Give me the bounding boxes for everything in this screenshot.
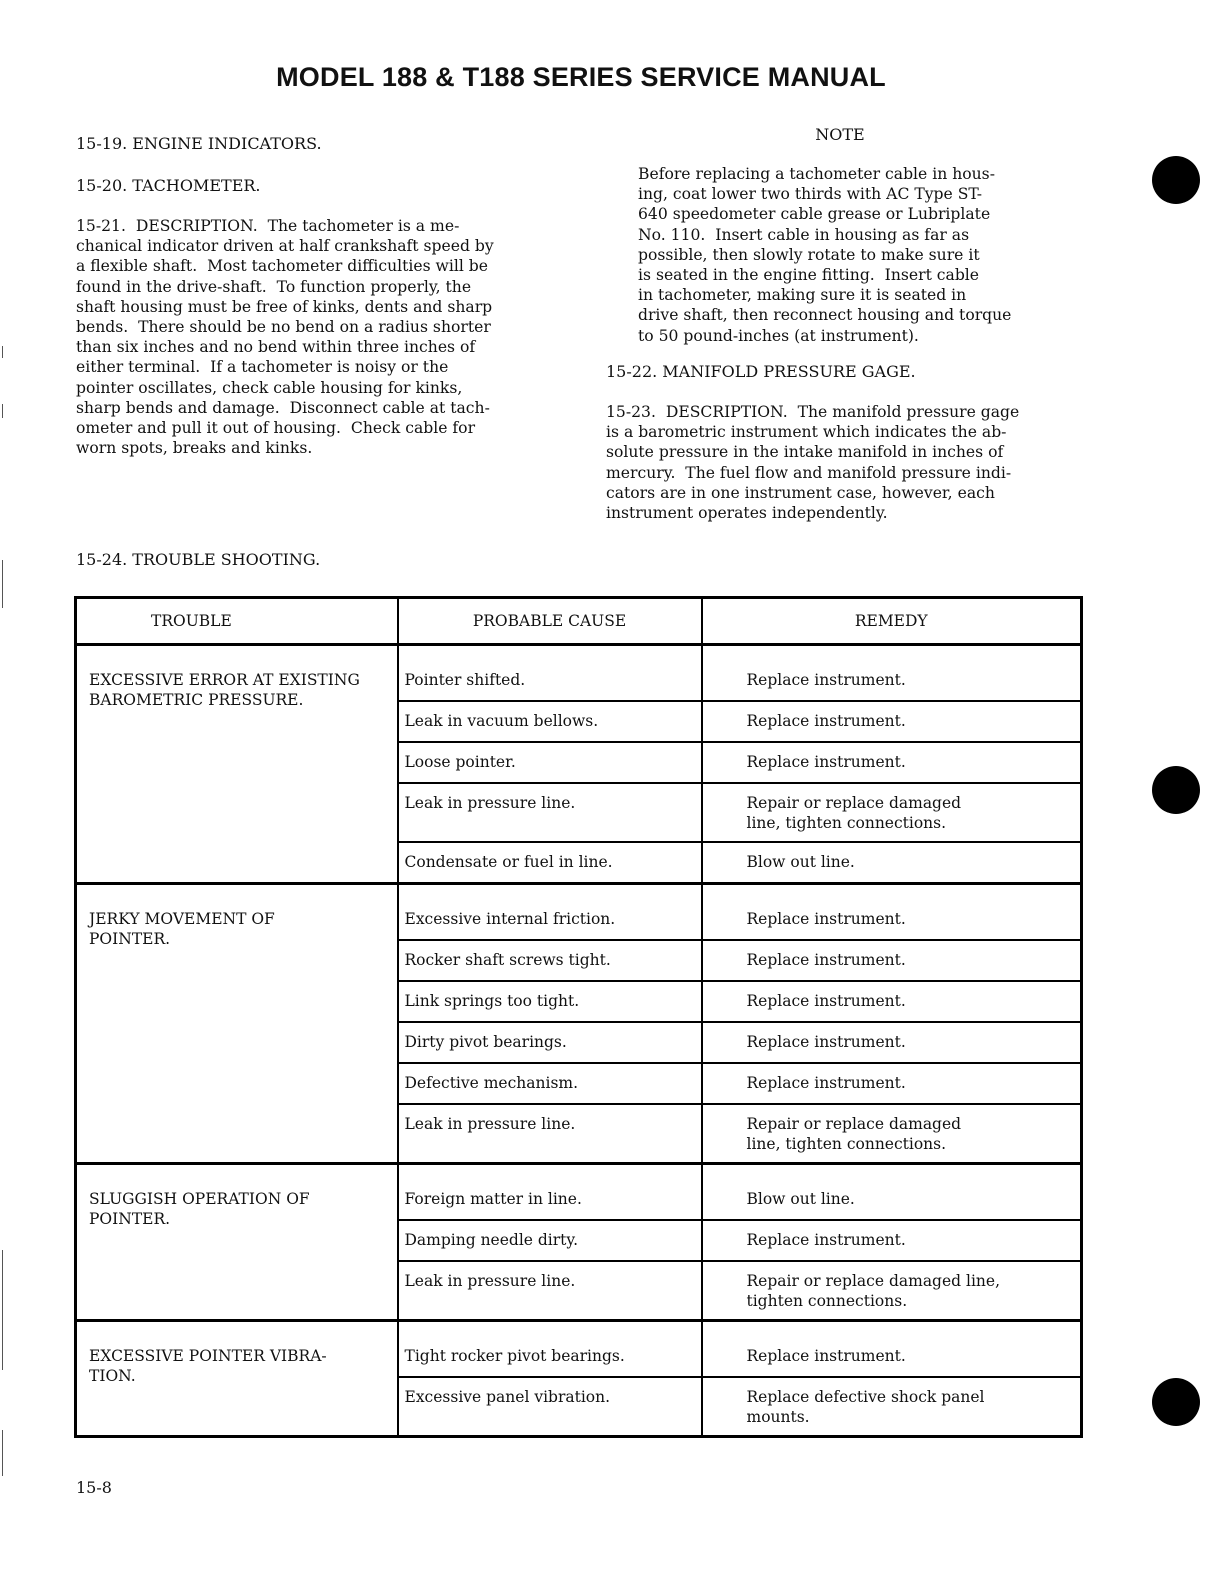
- table-header-row: [76, 598, 1082, 645]
- remedy-cell: Replace instrument.: [702, 1063, 1082, 1104]
- probable-cause-cell: Leak in vacuum bellows.: [398, 701, 702, 742]
- header-probable-cause: PROBABLE CAUSE: [398, 598, 702, 645]
- table-row: [76, 1164, 1082, 1221]
- remedy-cell: Blow out line.: [702, 842, 1082, 884]
- trouble-shooting-table: [74, 596, 1083, 1438]
- probable-cause-cell: Dirty pivot bearings.: [398, 1022, 702, 1063]
- probable-cause-cell: Loose pointer.: [398, 742, 702, 783]
- remedy-cell: Replace instrument.: [702, 884, 1082, 941]
- probable-cause-cell: Link springs too tight.: [398, 981, 702, 1022]
- remedy-cell: Replace instrument.: [702, 940, 1082, 981]
- scan-edge-mark: [2, 1250, 3, 1370]
- remedy-cell: Replace instrument.: [702, 1220, 1082, 1261]
- remedy-cell: Replace instrument.: [702, 1321, 1082, 1378]
- table-row: [76, 1321, 1082, 1378]
- heading-manifold-pressure-gage: 15-22. MANIFOLD PRESSURE GAGE.: [606, 362, 916, 381]
- probable-cause-cell: Foreign matter in line.: [398, 1164, 702, 1221]
- scan-edge-mark: [2, 1430, 3, 1476]
- scan-edge-mark: [2, 346, 3, 358]
- remedy-cell: Replace instrument.: [702, 645, 1082, 702]
- probable-cause-cell: Excessive internal friction.: [398, 884, 702, 941]
- header-remedy: REMEDY: [702, 598, 1082, 645]
- scan-edge-mark: [2, 404, 3, 418]
- probable-cause-cell: Excessive panel vibration.: [398, 1377, 702, 1437]
- probable-cause-cell: Leak in pressure line.: [398, 783, 702, 842]
- probable-cause-cell: Leak in pressure line.: [398, 1261, 702, 1321]
- remedy-cell: Blow out line.: [702, 1164, 1082, 1221]
- scan-edge-mark: [2, 560, 3, 608]
- remedy-cell: Replace defective shock panel mounts.: [702, 1377, 1082, 1437]
- probable-cause-cell: Condensate or fuel in line.: [398, 842, 702, 884]
- heading-trouble-shooting: 15-24. TROUBLE SHOOTING.: [76, 550, 321, 569]
- trouble-cell: EXCESSIVE POINTER VIBRA- TION.: [76, 1321, 398, 1437]
- heading-engine-indicators: 15-19. ENGINE INDICATORS.: [76, 134, 322, 153]
- remedy-cell: Repair or replace damaged line, tighten connections.: [702, 783, 1082, 842]
- trouble-cell: SLUGGISH OPERATION OF POINTER.: [76, 1164, 398, 1321]
- probable-cause-cell: Defective mechanism.: [398, 1063, 702, 1104]
- note-title: NOTE: [815, 125, 865, 144]
- trouble-cell: JERKY MOVEMENT OF POINTER.: [76, 884, 398, 1164]
- probable-cause-cell: Rocker shaft screws tight.: [398, 940, 702, 981]
- remedy-cell: Replace instrument.: [702, 981, 1082, 1022]
- probable-cause-cell: Pointer shifted.: [398, 645, 702, 702]
- manifold-gage-description: 15-23. DESCRIPTION. The manifold pressure gage is a barometric instrument which indicates the ab- solute pressure in the intake manifold in inches of mercury. The fuel flow and manifold pressure indi- cators are in one instrument case, however, each instrument operates independently.: [606, 403, 1020, 523]
- table-body: [76, 645, 1082, 1437]
- note-text: Before replacing a tachometer cable in hous- ing, coat lower two thirds with AC Type ST- 640 speedometer cable grease or Lubriplate No. 110. Insert cable in housing as far as possible, then slowly rotate to make sure it is seated in the engine fitting. Insert cable in tachometer, making sure it is seated in drive shaft, then reconnect housing and torque to 50 pound-inches (at instrument).: [638, 165, 1012, 345]
- probable-cause-cell: Leak in pressure line.: [398, 1104, 702, 1164]
- page-title: MODEL 188 & T188 SERIES SERVICE MANUAL: [276, 62, 886, 92]
- remedy-cell: Replace instrument.: [702, 742, 1082, 783]
- page-number: 15-8: [76, 1478, 112, 1497]
- remedy-cell: Repair or replace damaged line, tighten connections.: [702, 1261, 1082, 1321]
- probable-cause-cell: Damping needle dirty.: [398, 1220, 702, 1261]
- probable-cause-cell: Tight rocker pivot bearings.: [398, 1321, 702, 1378]
- heading-tachometer: 15-20. TACHOMETER.: [76, 176, 261, 195]
- remedy-cell: Repair or replace damaged line, tighten connections.: [702, 1104, 1082, 1164]
- trouble-cell: EXCESSIVE ERROR AT EXISTING BAROMETRIC PRESSURE.: [76, 645, 398, 884]
- table-row: [76, 884, 1082, 941]
- header-trouble: TROUBLE: [76, 598, 398, 645]
- binder-hole: [1152, 766, 1200, 814]
- binder-hole: [1152, 156, 1200, 204]
- remedy-cell: Replace instrument.: [702, 701, 1082, 742]
- remedy-cell: Replace instrument.: [702, 1022, 1082, 1063]
- binder-hole: [1152, 1378, 1200, 1426]
- tachometer-description: 15-21. DESCRIPTION. The tachometer is a me- chanical indicator driven at half crankshaft speed by a flexible shaft. Most tachometer difficulties will be found in the drive-shaft. To function properly, the shaft housing must be free of kinks, dents and sharp bends. There should be no bend on a radius shorter than six inches and no bend within three inches of either terminal. If a tachometer is noisy or the pointer oscillates, check cable housing for kinks, sharp bends and damage. Disconnect cable at tach- ometer and pull it out of housing. Check cable for worn spots, breaks and kinks.: [76, 217, 494, 458]
- table-row: [76, 645, 1082, 702]
